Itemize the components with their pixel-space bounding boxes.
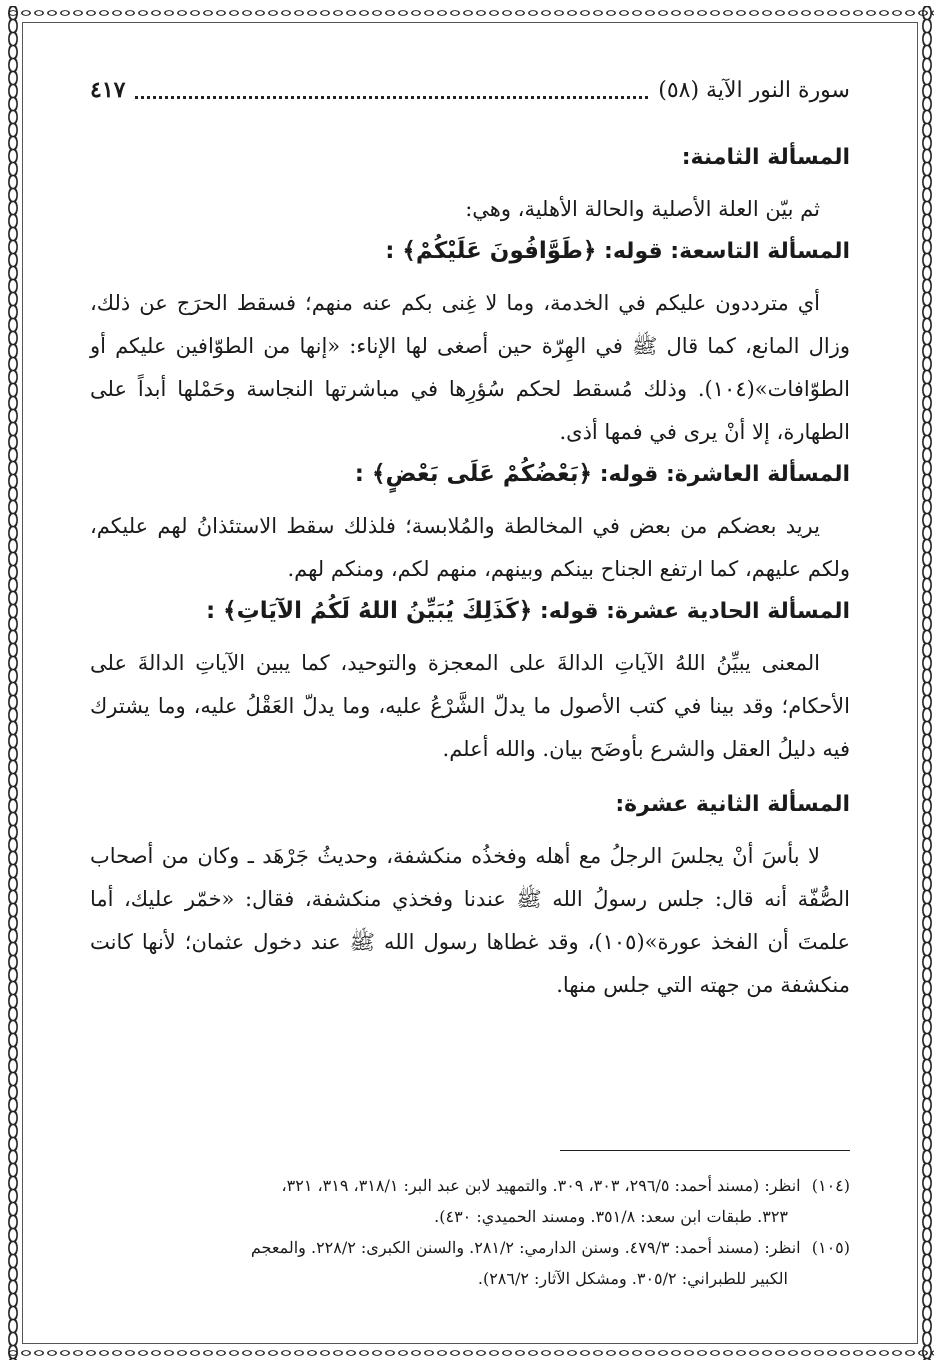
section-heading-8: المسألة الثامنة: [681,145,850,170]
page-body [90,70,850,1288]
footnote-continuation: الكبير للطبراني: ٣٠٥/٢. ومشكل الآثار: ٢٨٦/٢). [477,1269,788,1288]
section-paragraph-9: أي مترددون عليكم في الخدمة، وما لا غِنى بكم عنه منهم؛ فسقط الحرَج عن ذلك، وزال المانع، كما قال ﷺ في الهِرّة حين أصغى لها الإناء: «إنها من الطوّافين عليكم أو الطوّافات»(١٠٤). وذلك مُسقط لحكم سُؤرِها في مباشرتها النجاسة وحَمْلها أبداً على الطهارة، إلا أنْ يرى في فمها أذى. [90,291,850,444]
footnotes [90,1170,850,1294]
footnote-text: انظر: (مسند أحمد: ٤٧٩/٣. وسنن الدارمي: ٢٨١/٢. والسنن الكبرى: ٢٢٨/٢. والمعجم [250,1238,801,1257]
running-head-title: سورة النور الآية (٥٨) [658,77,850,103]
section-heading-11 [90,591,850,632]
section-paragraph-8: ثم بيّن العلة الأصلية والحالة الأهلية، وهي: [465,197,820,221]
footnote-text: انظر: (مسند أحمد: ٢٩٦/٥، ٣٠٣، ٣٠٩. والتمهيد لابن عبد البر: ٣١٨/١، ٣١٩، ٣٢١، [281,1176,801,1195]
section-heading-9 [90,231,850,272]
section-paragraph-10: يريد بعضكم من بعض في المخالطة والمُلابسة؛ فلذلك سقط الاستئذانُ لهم عليكم، ولكم عليهم، كما ارتفع الجناح بينكم وبينهم، منهم لكم، ومنكم لهم. [90,514,850,581]
border-chain-top [6,6,934,20]
footnote-number: (١٠٤) [811,1176,850,1195]
leader-dots [135,82,648,99]
footnote-number: (١٠٥) [811,1238,850,1257]
running-head [90,70,850,110]
footnote-separator [560,1150,850,1151]
section-paragraph-11: المعنى يبيِّنُ اللهُ الآياتِ الدالةَ على المعجزة والتوحيد، كما يبين الآياتِ الدالةَ على الأحكام؛ وقد بينا في كتب الأصول ما يدلّ الشَّرْعُ عليه، وما يدلّ العَقْلُ عليه، وما يشترك فيه دليلُ العقل والشرع بأوضَح بيان. والله أعلم. [90,651,850,761]
heading-label: المسألة الحادية عشرة: قوله: [539,599,850,624]
quran-verse: ﴿طَوَّافُونَ عَلَيْكُمْ﴾ : [385,238,597,264]
page-number: ٤١٧ [90,77,126,103]
border-chain-left [6,6,20,1360]
footnote-104 [90,1170,850,1232]
border-chain-right [920,6,934,1360]
quran-verse: ﴿بَعْضُكُمْ عَلَى بَعْضٍ﴾ : [354,461,593,487]
section-paragraph-12: لا بأسَ أنْ يجلسَ الرجلُ مع أهله وفخذُه منكشفة، وحديثُ جَرْهَد ـ وكان من أصحاب الصُّفّة أنه قال: جلس رسولُ الله ﷺ عندنا وفخذي منكشفة، فقال: «خمّر عليك، أما علمتَ أن الفخذ عورة»(١٠٥)، وقد غطاها رسول الله ﷺ عند دخول عثمان؛ لأنها كانت منكشفة من جهته التي جلس منها. [90,844,850,997]
quran-verse: ﴿كَذَلِكَ يُبَيِّنُ اللهُ لَكُمُ الآيَاتِ﴾ : [205,598,533,624]
border-chain-bottom [6,1346,934,1360]
heading-label: المسألة التاسعة: قوله: [604,239,850,264]
footnote-continuation: ٣٢٣. طبقات ابن سعد: ٣٥١/٨. ومسند الحميدي: ٤٣٠). [434,1207,788,1226]
section-heading-12: المسألة الثانية عشرة: [615,792,850,817]
footnote-105 [90,1232,850,1294]
heading-label: المسألة العاشرة: قوله: [599,462,850,487]
section-heading-10 [90,454,850,495]
